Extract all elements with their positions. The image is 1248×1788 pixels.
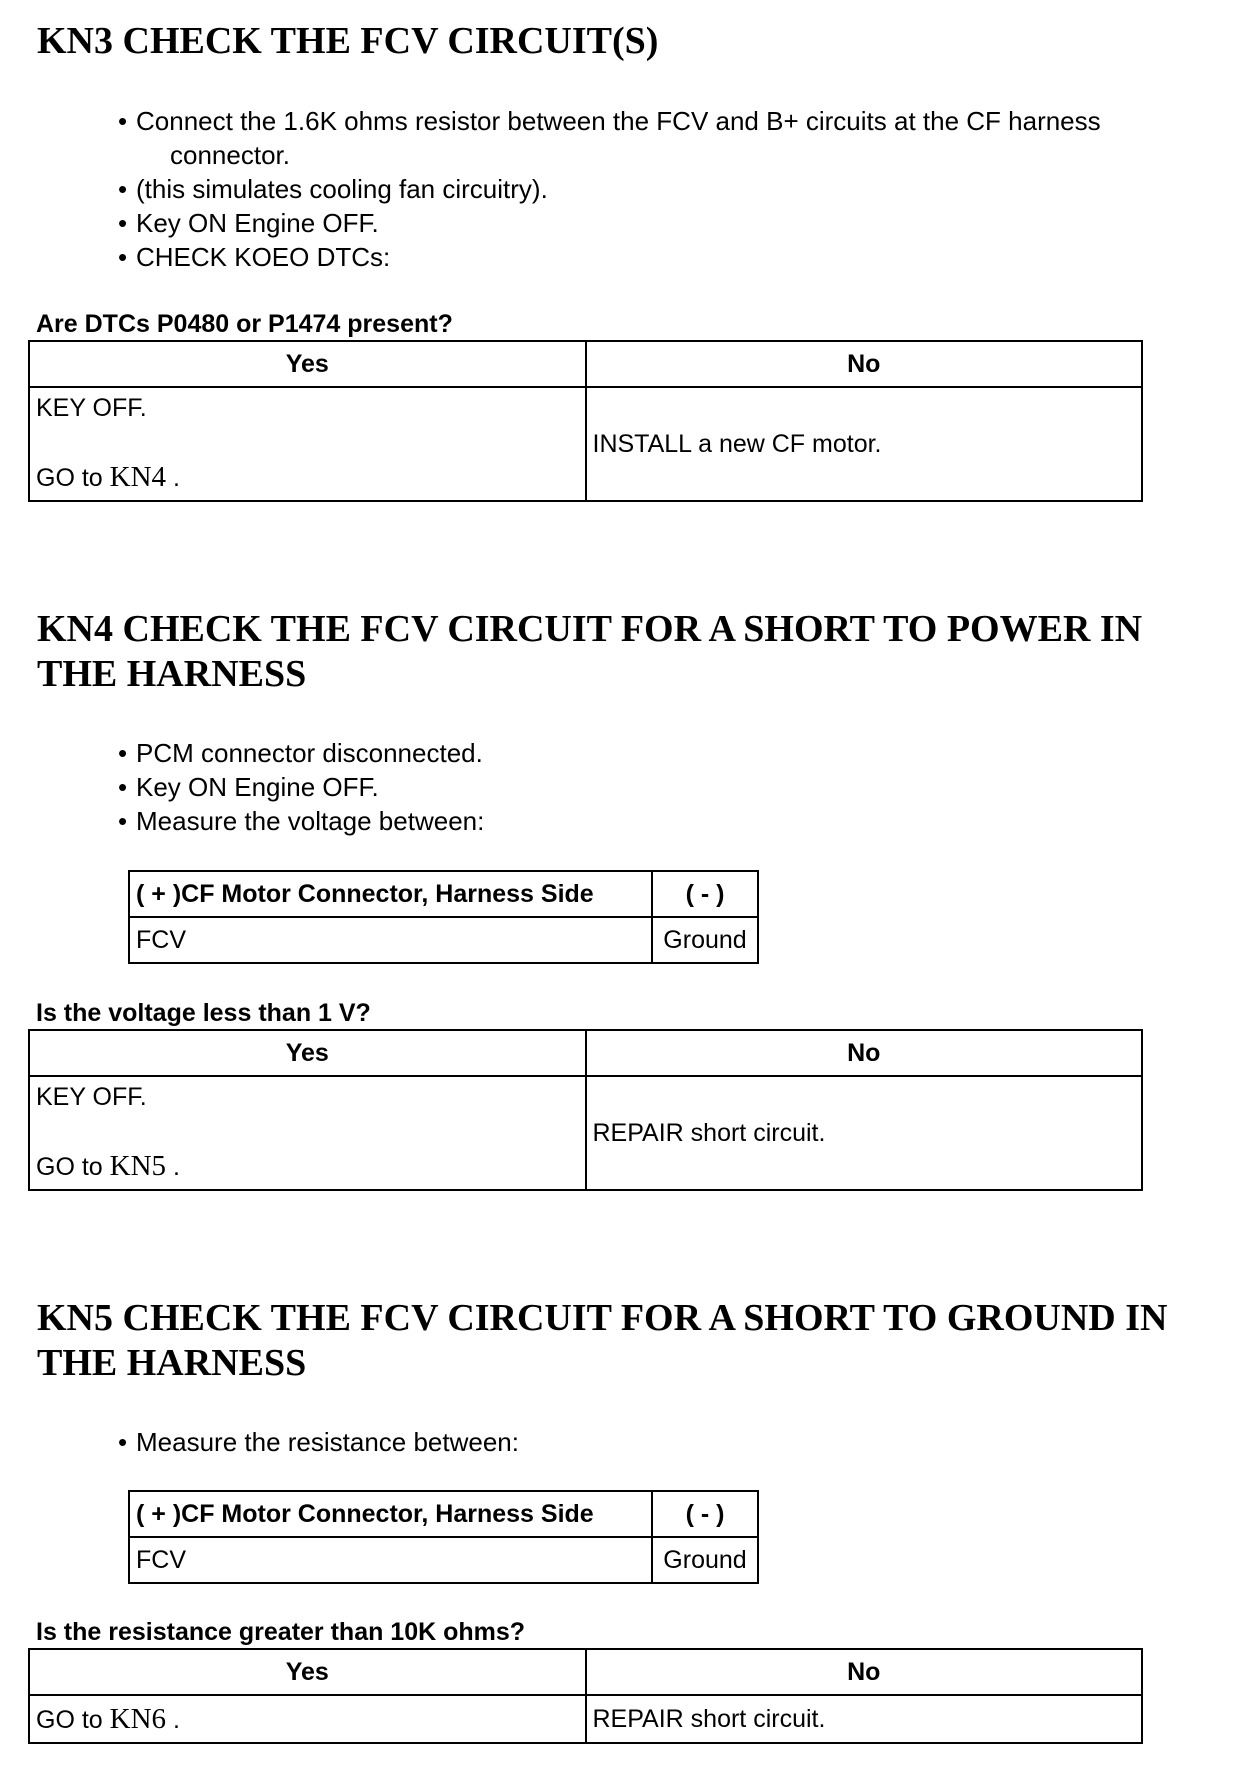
positive-header: ( + )CF Motor Connector, Harness Side [129, 871, 652, 917]
list-item: • Measure the voltage between: [118, 804, 1228, 838]
kn3-result-table [28, 340, 1143, 502]
key-off-text: KEY OFF. [36, 1083, 147, 1111]
yes-header: Yes [29, 1030, 586, 1076]
positive-cell: FCV [129, 1537, 652, 1583]
yes-action-cell [29, 1695, 586, 1743]
no-header: No [586, 1649, 1143, 1695]
goto-text [36, 1150, 180, 1183]
negative-cell: Ground [652, 1537, 758, 1583]
no-header: No [586, 341, 1143, 387]
step-text: Connect the 1.6K ohms resistor between the FCV and B+ circuits at the CF harness [136, 106, 1101, 136]
yes-header: Yes [29, 341, 586, 387]
kn5-heading-line1: KN5 CHECK THE FCV CIRCUIT FOR A SHORT TO GROUND IN [37, 1297, 1168, 1339]
kn3-question: Are DTCs P0480 or P1474 present? [36, 310, 453, 338]
yes-action-cell [29, 1076, 586, 1190]
list-item: • (this simulates cooling fan circuitry). [118, 172, 1228, 206]
list-item: • CHECK KOEO DTCs: [118, 240, 1228, 274]
kn4-measure-table [128, 870, 759, 964]
kn5-heading-line2: THE HARNESS [37, 1342, 307, 1384]
goto-kn6-link[interactable]: KN6 [109, 1702, 167, 1735]
goto-kn5-link[interactable]: KN5 [109, 1150, 167, 1182]
list-item: • Key ON Engine OFF. [118, 206, 1228, 240]
kn4-heading-line1: KN4 CHECK THE FCV CIRCUIT FOR A SHORT TO POWER IN [37, 608, 1143, 650]
positive-cell: FCV [129, 917, 652, 963]
kn5-result-table [28, 1648, 1143, 1744]
goto-suffix: . [166, 1705, 180, 1734]
no-header: No [586, 1030, 1143, 1076]
goto-text [36, 1702, 180, 1735]
no-action-cell: REPAIR short circuit. [586, 1695, 1143, 1743]
goto-prefix: GO to [36, 1705, 110, 1734]
kn4-heading-line2: THE HARNESS [37, 653, 307, 695]
positive-header: ( + )CF Motor Connector, Harness Side [129, 1491, 652, 1537]
kn5-steps [118, 1425, 1228, 1459]
yes-action-cell [29, 387, 586, 501]
no-action-cell: REPAIR short circuit. [586, 1076, 1143, 1190]
kn4-steps [118, 736, 1228, 838]
step-text-continued: connector. [170, 140, 290, 170]
goto-suffix: . [166, 1153, 180, 1181]
kn4-result-table [28, 1029, 1143, 1191]
goto-text [36, 461, 180, 494]
yes-header: Yes [29, 1649, 586, 1695]
no-action-cell: INSTALL a new CF motor. [586, 387, 1143, 501]
list-item: • Key ON Engine OFF. [118, 770, 1228, 804]
goto-suffix: . [166, 464, 180, 492]
kn5-measure-table [128, 1490, 759, 1584]
kn3-steps [118, 104, 1228, 274]
negative-header: ( - ) [652, 871, 758, 917]
kn5-question: Is the resistance greater than 10K ohms? [36, 1618, 526, 1646]
key-off-text: KEY OFF. [36, 394, 147, 422]
list-item [118, 104, 1228, 172]
list-item: • PCM connector disconnected. [118, 736, 1228, 770]
goto-prefix: GO to [36, 464, 110, 492]
kn4-heading [37, 607, 1142, 697]
negative-header: ( - ) [652, 1491, 758, 1537]
kn4-question: Is the voltage less than 1 V? [36, 999, 371, 1027]
goto-prefix: GO to [36, 1153, 110, 1181]
negative-cell: Ground [652, 917, 758, 963]
list-item: • Measure the resistance between: [118, 1425, 1228, 1459]
kn5-heading [37, 1296, 1167, 1386]
kn3-heading: KN3 CHECK THE FCV CIRCUIT(S) [37, 20, 659, 62]
goto-kn4-link[interactable]: KN4 [109, 461, 167, 493]
